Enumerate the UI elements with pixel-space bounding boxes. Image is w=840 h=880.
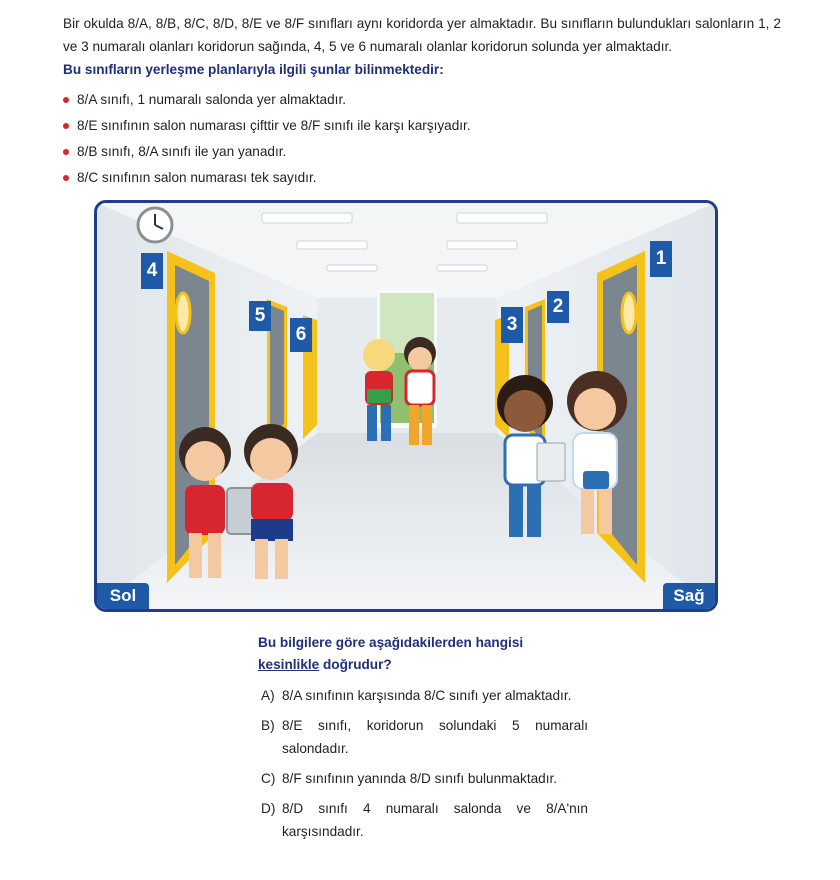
- bullet-icon: [63, 149, 69, 155]
- corridor-illustration: [94, 200, 718, 612]
- option-d[interactable]: D) 8/D sınıfı 4 numaralı salonda ve 8/A'nın karşısındadır.: [261, 801, 588, 839]
- door-number-1: 1: [650, 241, 672, 277]
- clues-heading: Bu sınıfların yerleşme planlarıyla ilgili şunlar bilinmektedir:: [63, 62, 444, 77]
- door-number-2: 2: [547, 291, 569, 323]
- left-side-label: Sol: [97, 583, 149, 609]
- bullet-icon: [63, 97, 69, 103]
- right-side-label: Sağ: [663, 583, 715, 609]
- option-c[interactable]: C) 8/F sınıfının yanında 8/D sınıfı bulunmaktadır.: [261, 771, 558, 786]
- door-number-6: 6: [290, 318, 312, 352]
- clue-item: 8/B sınıfı, 8/A sınıfı ile yan yanadır.: [63, 141, 471, 167]
- door-number-4: 4: [141, 253, 163, 289]
- corridor-drawing: [97, 203, 715, 609]
- clue-list: [63, 89, 471, 193]
- option-a[interactable]: A) 8/A sınıfının karşısında 8/C sınıfı yer almaktadır.: [261, 688, 572, 703]
- clue-item: 8/A sınıfı, 1 numaralı salonda yer almaktadır.: [63, 89, 471, 115]
- clue-item: 8/E sınıfının salon numarası çifttir ve 8/F sınıfı ile karşı karşıyadır.: [63, 115, 471, 141]
- door-number-5: 5: [249, 301, 271, 331]
- clue-item: 8/C sınıfının salon numarası tek sayıdır.: [63, 167, 471, 193]
- intro-paragraph: Bir okulda 8/A, 8/B, 8/C, 8/D, 8/E ve 8/F sınıfları aynı koridorda yer almaktadır. Bu sınıfların bulundukları salonların 1, 2 ve 3 numaralı olanları koridorun sağında, 4, 5 ve 6 numaralı olanlar koridorun solunda yer almaktadır.: [63, 16, 781, 54]
- question-text: Bu bilgilere göre aşağıdakilerden hangisi kesinlikle doğrudur?: [258, 635, 524, 672]
- bullet-icon: [63, 175, 69, 181]
- answer-options: [258, 684, 588, 850]
- emphasis-underline: kesinlikle: [258, 657, 320, 672]
- option-b[interactable]: B) 8/E sınıfı, koridorun solundaki 5 numaralı salondadır.: [261, 718, 588, 756]
- door-number-3: 3: [501, 307, 523, 343]
- bullet-icon: [63, 123, 69, 129]
